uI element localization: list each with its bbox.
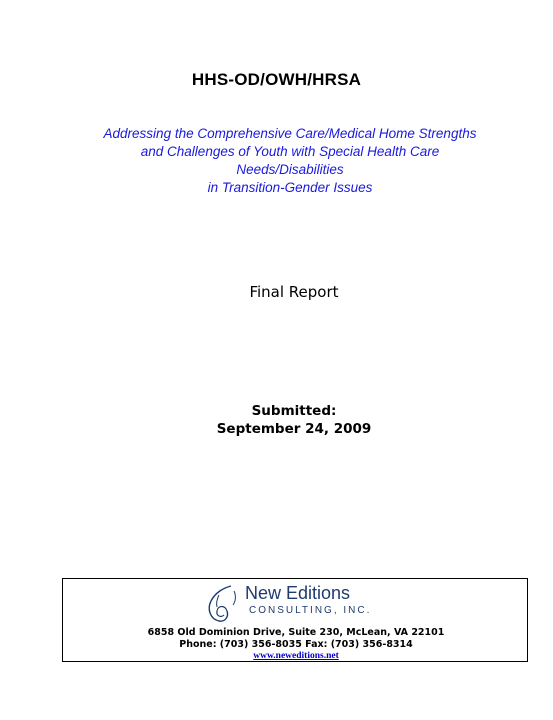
contractor-footer	[62, 578, 528, 662]
phone-fax: Phone: (703) 356-8035 Fax: (703) 356-8314	[179, 639, 413, 650]
subtitle-line-2: and Challenges of Youth with Special Health Care	[140, 144, 440, 159]
report-type: Final Report	[249, 283, 339, 301]
submitted-label: Submitted:	[251, 403, 337, 419]
website-link[interactable]: www.neweditions.net	[253, 651, 339, 661]
new-editions-logo-icon	[201, 583, 243, 625]
org-title: HHS-OD/OWH/HRSA	[191, 70, 362, 89]
contact-block	[63, 627, 529, 651]
report-subtitle	[60, 125, 520, 197]
mailing-address: 6858 Old Dominion Drive, Suite 230, McLean, VA 22101	[147, 627, 445, 638]
company-logo	[201, 583, 401, 625]
logo-company-name: New Editions	[245, 583, 351, 603]
subtitle-line-3: Needs/Disabilities	[236, 162, 344, 177]
submitted-date: September 24, 2009	[216, 421, 372, 437]
submission-block	[0, 402, 553, 438]
subtitle-line-4: in Transition-Gender Issues	[207, 180, 373, 195]
subtitle-line-1: Addressing the Comprehensive Care/Medical Home Strengths	[103, 126, 477, 141]
logo-company-tagline: CONSULTING, INC.	[249, 605, 372, 616]
